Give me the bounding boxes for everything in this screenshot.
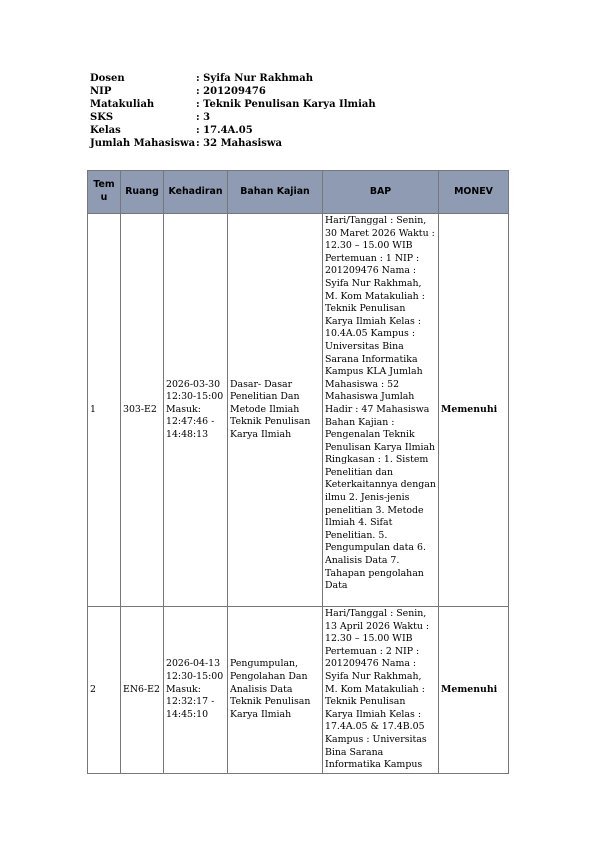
header-bap: BAP xyxy=(323,171,439,214)
cell-ruang: EN6-E2 xyxy=(121,607,164,774)
header-bahan-kajian: Bahan Kajian xyxy=(228,171,323,214)
cell-monev: Memenuhi xyxy=(439,214,509,607)
info-label: Dosen xyxy=(90,73,125,84)
info-row-matakuliah xyxy=(90,98,376,111)
cell-temu: 2 xyxy=(88,607,121,774)
table-header-row xyxy=(88,171,509,214)
header-kehadiran: Kehadiran xyxy=(164,171,228,214)
cell-bap: Hari/Tanggal : Senin, 13 April 2026 Waktu : 12.30 – 15.00 WIB Pertemuan : 2 NIP : 201209476 Nama : Syifa Nur Rakhmah, M. Kom Matakuliah : Teknik Penulisan Karya Ilmiah Kelas : 17.4A.05 & 17.4B.05 Kampus : Universitas Bina Sarana Informatika Kampus xyxy=(323,607,439,774)
info-row-nip xyxy=(90,85,376,98)
info-label: Kelas xyxy=(90,125,121,136)
header-monev: MONEV xyxy=(439,171,509,214)
cell-bahan-kajian: Pengumpulan, Pengolahan Dan Analisis Data Teknik Penulisan Karya Ilmiah xyxy=(228,607,323,774)
cell-kehadiran: 2026-03-30 12:30-15:00 Masuk: 12:47:46 - 14:48:13 xyxy=(164,214,228,607)
info-value: : Syifa Nur Rakhmah xyxy=(196,73,313,84)
info-value: : 201209476 xyxy=(196,86,266,97)
info-label: Jumlah Mahasiswa xyxy=(90,138,196,149)
header-temu: Tem u xyxy=(88,171,121,214)
table-row xyxy=(88,214,509,607)
info-label: SKS xyxy=(90,112,114,123)
cell-monev: Memenuhi xyxy=(439,607,509,774)
header-ruang: Ruang xyxy=(121,171,164,214)
info-label: Matakuliah xyxy=(90,99,155,110)
cell-ruang: 303-E2 xyxy=(121,214,164,607)
info-row-sks xyxy=(90,111,376,124)
lecturer-info xyxy=(90,72,376,150)
info-value: : 17.4A.05 xyxy=(196,125,253,136)
info-row-jumlah-mahasiswa xyxy=(90,137,376,150)
info-value: : 32 Mahasiswa xyxy=(196,138,283,149)
info-row-dosen xyxy=(90,72,376,85)
cell-kehadiran: 2026-04-13 12:30-15:00 Masuk: 12:32:17 - 14:45:10 xyxy=(164,607,228,774)
info-row-kelas xyxy=(90,124,376,137)
info-value: : 3 xyxy=(196,112,211,123)
cell-temu: 1 xyxy=(88,214,121,607)
cell-bap: Hari/Tanggal : Senin, 30 Maret 2026 Waktu : 12.30 – 15.00 WIB Pertemuan : 1 NIP : 201209476 Nama : Syifa Nur Rakhmah, M. Kom Matakuliah : Teknik Penulisan Karya Ilmiah Kelas : 10.4A.05 Kampus : Universitas Bina Sarana Informatika Kampus KLA Jumlah Mahasiswa : 52 Mahasiswa Jumlah Hadir : 47 Mahasiswa Bahan Kajian : Pengenalan Teknik Penulisan Karya Ilmiah Ringkasan : 1. Sistem Penelitian dan Keterkaitannya dengan ilmu 2. Jenis-jenis penelitian 3. Metode Ilmiah 4. Sifat Penelitian. 5. Pengumpulan data 6. Analisis Data 7. Tahapan pengolahan Data xyxy=(323,214,439,607)
table-row xyxy=(88,607,509,774)
info-label: NIP xyxy=(90,86,112,97)
info-value: : Teknik Penulisan Karya Ilmiah xyxy=(196,99,376,110)
cell-bahan-kajian: Dasar- Dasar Penelitian Dan Metode Ilmiah Teknik Penulisan Karya Ilmiah xyxy=(228,214,323,607)
attendance-table xyxy=(87,170,509,774)
